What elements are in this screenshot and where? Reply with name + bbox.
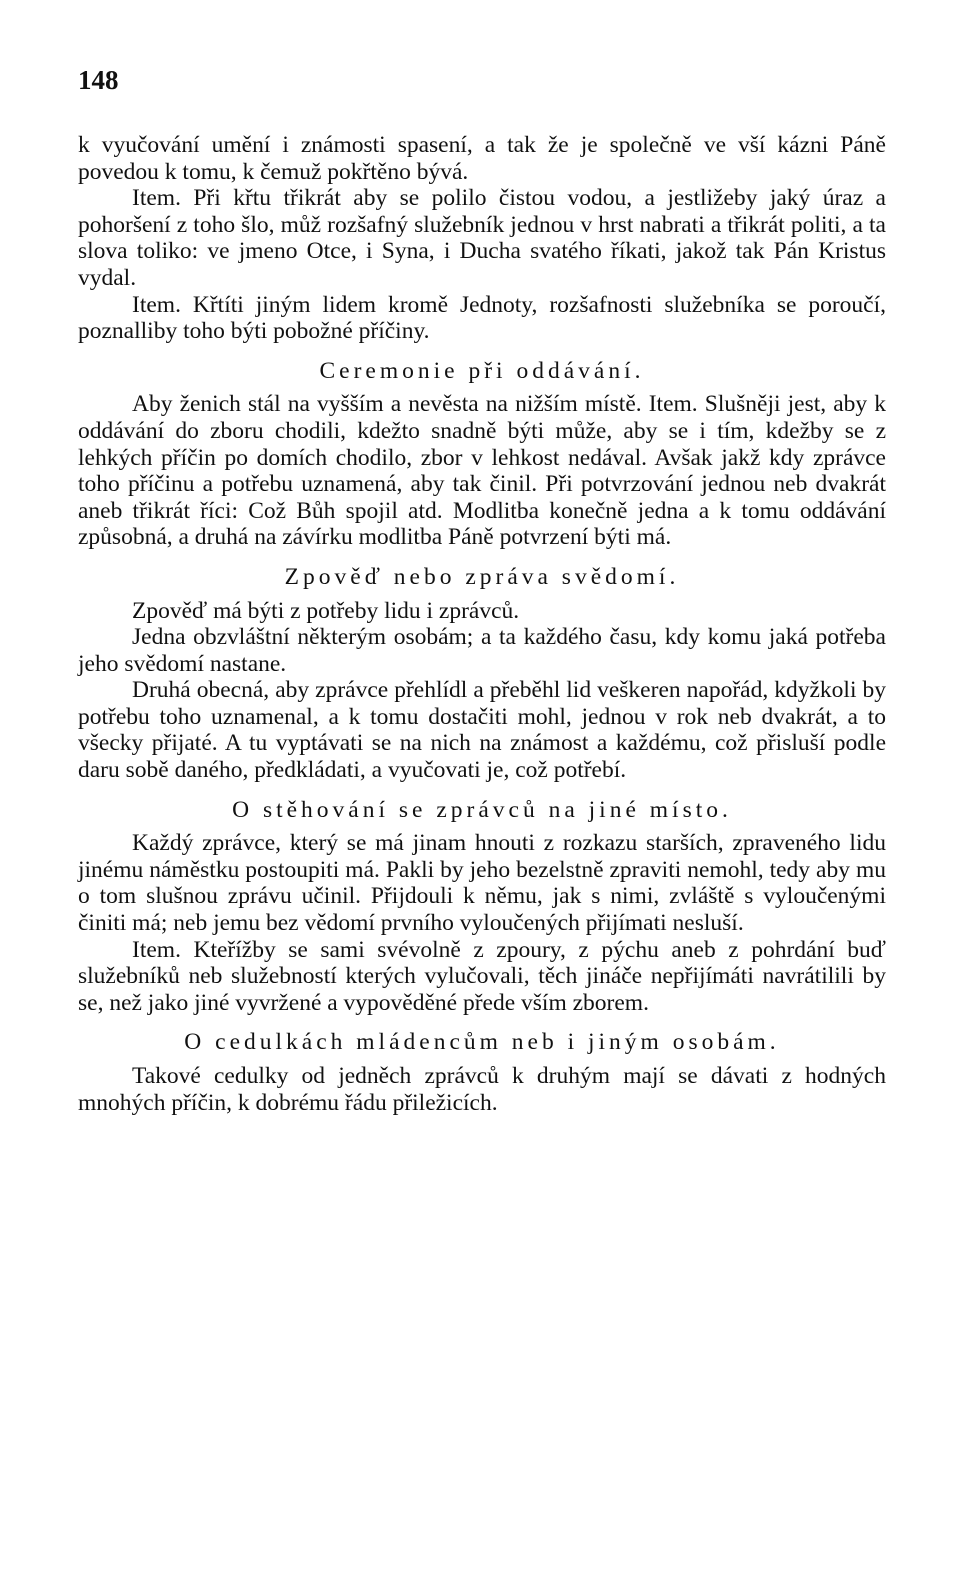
paragraph: Každý zprávce, který se má jinam hnouti z rozkazu starších, zpraveného lidu jinému náměstku postoupiti má. Pakli by jeho bezelstně zpraviti nemohl, tedy aby mu o tom slušnou zprávu učinil. Přijdouli k němu, jak s nimi, zvláště s vyloučenými činiti má; neb jemu bez vědomí prvního vyloučených přijímati nesluší.	[78, 830, 886, 937]
section-heading: O cedulkách mládencům neb i jiným osobám.	[184, 1029, 780, 1056]
page-text	[78, 132, 886, 1116]
section-heading: Ceremonie při oddávání.	[319, 357, 645, 384]
page-number: 148	[78, 65, 119, 95]
paragraph: Takové cedulky od jedněch zprávců k druhým mají se dávati z hodných mnohých příčin, k dobrému řádu přiležicích.	[78, 1063, 886, 1116]
paragraph: Item. Křtíti jiným lidem kromě Jednoty, rozšafnosti služebníka se poroučí, poznalliby toho býti pobožné příčiny.	[78, 291, 886, 345]
section-heading: Zpověď nebo zpráva svědomí.	[284, 563, 680, 590]
paragraph: Zpověď má býti z potřeby lidu i zprávců.	[132, 597, 520, 624]
section-heading: O stěhování se zprávců na jiné místo.	[232, 796, 732, 823]
book-page	[78, 64, 886, 1116]
paragraph: k vyučování umění i známosti spasení, a tak že je společně ve vší kázni Páně povedou k tomu, k čemuž pokřtěno bývá.	[78, 132, 886, 185]
paragraph: Item. Kteřížby se sami svévolně z zpoury, z pýchu aneb z pohrdání buď služebníků neb služebností kterých vylučovali, těch jináče nepřijímáti navrátilili by se, než jako jiné vyvržené a vypověděné přede vším zborem.	[78, 936, 886, 1016]
paragraph: Jedna obzvláštní některým osobám; a ta každého času, kdy komu jaká potřeba jeho svědomí nastane.	[78, 624, 886, 677]
paragraph: Druhá obecná, aby zprávce přehlídl a přeběhl lid veškeren napořád, kdyžkoli by potřebu toho uznamenal, a k tomu dostačiti mohl, jednou v rok neb dvakrát, a to všecky přijaté. A tu vyptávati se na nich na známost a každému, což přisluší podle daru sobě daného, předkládati, a vyučovati je, což potřebí.	[78, 677, 886, 784]
paragraph: Aby ženich stál na vyšším a nevěsta na nižším místě. Item. Slušněji jest, aby k oddávání do zboru chodili, kdežto snadně býti může, aby se i tím, kdežby se z lehkých příčin po domích chodilo, zbor v lehkost nedával. Avšak jakž kdy zprávce toho příčinu a potřebu uznamená, aby tak činil. Při potvrzování jednou neb dvakrát aneb třikrát říci: Což Bůh spojil atd. Modlitba konečně jedna a k tomu oddávání způsobná, a druhá na závírku modlitba Páně potvrzení býti má.	[78, 391, 886, 551]
paragraph: Item. Při křtu třikrát aby se polilo čistou vodou, a jestližeby jaký úraz a pohoršení z toho šlo, můž rozšafný služebník jednou v hrst nabrati a třikrát politi, a ta slova toliko: ve jmeno Otce, i Syna, i Ducha svatého říkati, jakož tak Pán Kristus vydal.	[78, 185, 886, 291]
